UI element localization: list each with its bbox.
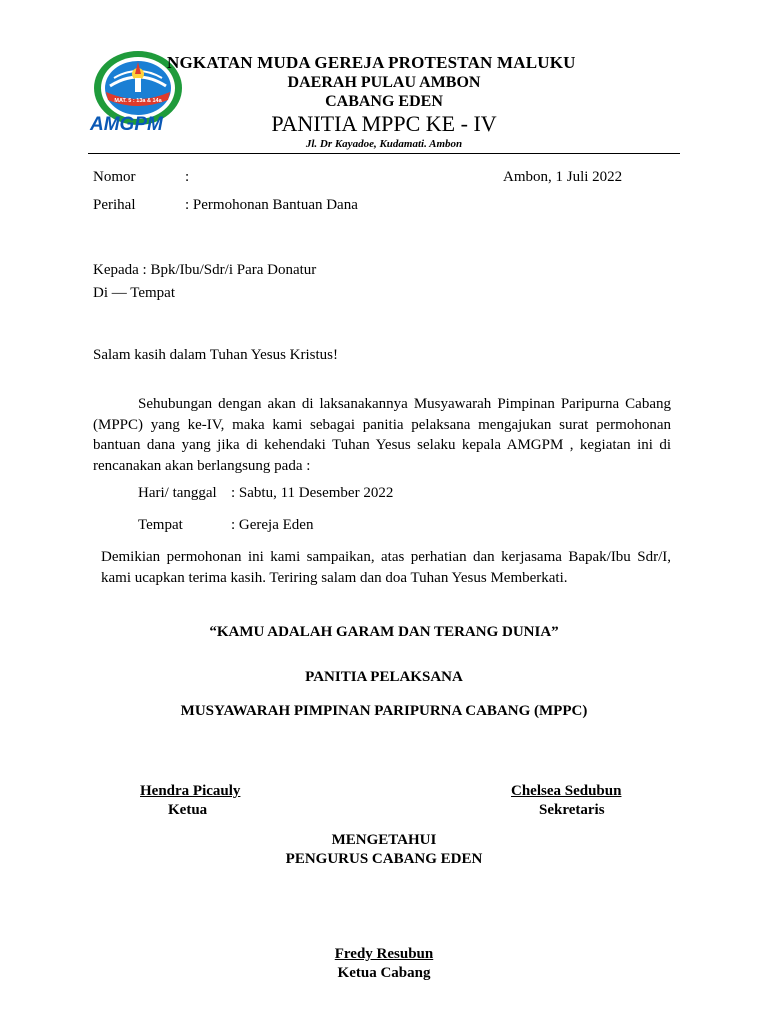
header-divider (88, 153, 680, 154)
signatory-branch-chair-role: Ketua Cabang (337, 965, 431, 981)
place-value: : Gereja Eden (231, 517, 314, 533)
acknowledge-heading: MENGETAHUI (331, 832, 437, 848)
board-heading: PENGURUS CABANG EDEN (285, 851, 483, 867)
perihal-value: : Permohonan Bantuan Dana (185, 197, 358, 213)
logo-brand-text: AMGPM (90, 114, 163, 135)
signatory-secretary-name: Chelsea Sedubun (511, 783, 622, 799)
signatory-branch-chair-name: Fredy Resubun (334, 946, 434, 962)
recipient-place: Di — Tempat (93, 285, 175, 301)
nomor-value: : (185, 169, 190, 185)
motto: “KAMU ADALAH GARAM DAN TERANG DUNIA” (209, 624, 559, 640)
organization-name: NGKATAN MUDA GEREJA PROTESTAN MALUKU (167, 53, 576, 72)
body-paragraph: Sehubungan dengan akan di laksanakannya Musyawarah Pimpinan Paripurna Cabang (MPPC) yang ke-IV, maka kami sebagai panitia pelaksana mengajukan surat permohonan bantuan dana yang jika di kehendaki Tuhan Yesus selaku kepala AMGPM , kegiatan ini di rencanakan akan berlangsung pada : (93, 396, 671, 474)
branch-name: CABANG EDEN (325, 93, 443, 110)
region-name: DAERAH PULAU AMBON (287, 74, 481, 91)
signatory-secretary-role: Sekretaris (539, 802, 605, 818)
perihal-label: Perihal (93, 197, 136, 213)
signatory-chair-name: Hendra Picauly (140, 783, 241, 799)
letter-date: Ambon, 1 Juli 2022 (503, 169, 623, 185)
svg-text:MAT. 5 : 13a & 14a: MAT. 5 : 13a & 14a (114, 98, 162, 104)
place-label: Tempat (138, 517, 183, 533)
closing-paragraph: Demikian permohonan ini kami sampaikan, atas perhatian dan kerjasama Bapak/Ibu Sdr/I, kami ucapkan terima kasih. Teriring salam dan doa Tuhan Yesus Memberkati. (101, 549, 671, 586)
greeting: Salam kasih dalam Tuhan Yesus Kristus! (93, 347, 339, 363)
committee-title: PANITIA MPPC KE - IV (271, 111, 497, 136)
committee-heading: PANITIA PELAKSANA (305, 669, 463, 685)
signatory-chair-role: Ketua (168, 802, 208, 818)
event-heading: MUSYAWARAH PIMPINAN PARIPURNA CABANG (MPPC) (180, 703, 588, 719)
day-value: : Sabtu, 11 Desember 2022 (231, 485, 394, 501)
address: Jl. Dr Kayadoe, Kudamati. Ambon (305, 138, 463, 150)
day-label: Hari/ tanggal (138, 485, 217, 501)
recipient: Kepada : Bpk/Ibu/Sdr/i Para Donatur (93, 262, 317, 278)
nomor-label: Nomor (93, 169, 136, 185)
